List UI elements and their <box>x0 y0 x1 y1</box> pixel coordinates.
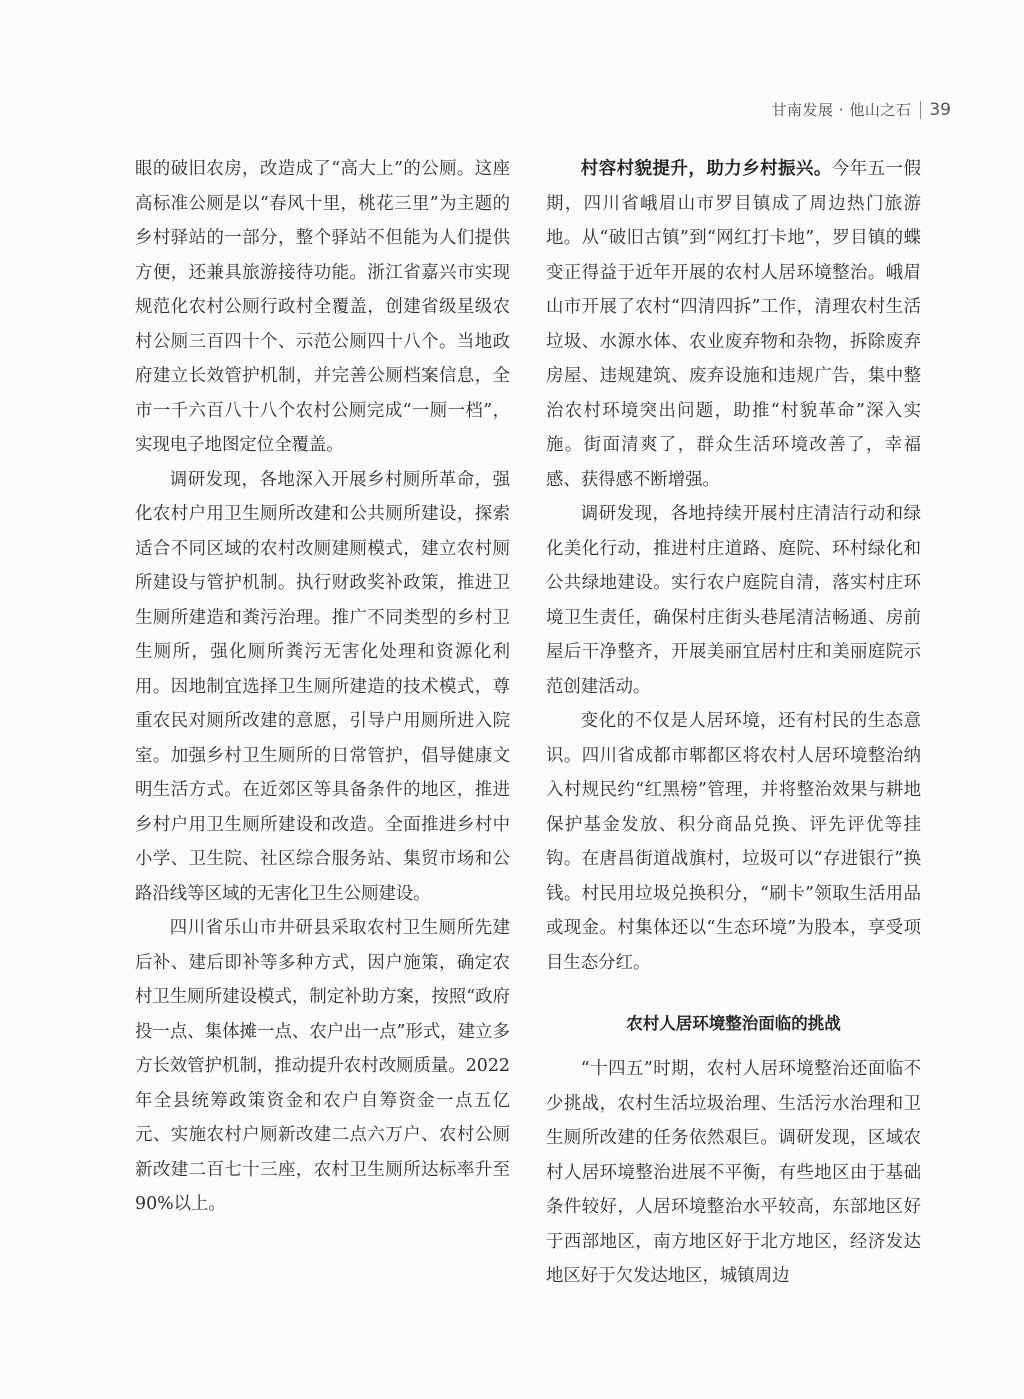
section-title: 甘南发展 · 他山之石 <box>771 101 912 119</box>
running-header <box>772 99 951 120</box>
header-divider <box>920 101 921 119</box>
paragraph: 调研发现，各地深入开展乡村厕所革命，强化农村户用卫生厕所改建和公共厕所建设，探索适合不同区域的农村改厕建厕模式，建立农村厕所建设与管护机制。执行财政奖补政策，推进卫生厕所建造和粪污治理。推广不同类型的乡村卫生厕所，强化厕所粪污无害化处理和资源化利用。因地制宜选择卫生厕所建造的技术模式，尊重农民对厕所改建的意愿，引导户用厕所进入院室。加强乡村卫生厕所的日常管护，倡导健康文明生活方式。在近郊区等具备条件的地区，推进乡村户用卫生厕所建设和改造。全面推进乡村中小学、卫生院、社区综合服务站、集贸市场和公路沿线等区域的无害化卫生公厕建设。 <box>135 469 510 904</box>
paragraph <box>546 152 921 497</box>
paragraph: 四川省乐山市井研县采取农村卫生厕所先建后补、建后即补等多种方式，因户施策，确定农村卫生厕所建设模式，制定补助方案，按照“政府投一点、集体摊一点、农户出一点”形式，建立多方长效管护机制，推动提升农村改厕质量。2022年全县统筹政策资金和农户自筹资金一点五亿元、实施农村户厕新改建二点六万户、农村公厕新改建二百七十三座，农村卫生厕所达标率升至90%以上。 <box>135 918 510 1214</box>
paragraph-body: 今年五一假期，四川省峨眉山市罗目镇成了周边热门旅游地。从“破旧古镇”到“网红打卡地”，罗目镇的蝶变正得益于近年开展的农村人居环境整治。峨眉山市开展了农村“四清四拆”工作，清理农村生活垃圾、水源水体、农业废弃物和杂物，拆除废弃房屋、违规建筑、废弃设施和违规广告，集中整治农村环境突出问题，助推“村貌革命”深入实施。街面清爽了，群众生活环境改善了，幸福感、获得感不断增强。 <box>546 159 921 490</box>
paragraph: 变化的不仅是人居环境，还有村民的生态意识。四川省成都市郫都区将农村人居环境整治纳入村规民约“红黑榜”管理，并将整治效果与耕地保护基金发放、积分商品兑换、评先评优等挂钩。在唐昌街道战旗村，垃圾可以“存进银行”换钱。村民用垃圾兑换积分，“刷卡”领取生活用品或现金。村集体还以“生态环境”为股本，享受项目生态分红。 <box>546 711 921 973</box>
paragraph: 眼的破旧农房，改造成了“高大上”的公厕。这座高标准公厕是以“春风十里，桃花三里”为主题的乡村驿站的一部分，整个驿站不但能为人们提供方便，还兼具旅游接待功能。浙江省嘉兴市实现规范化农村公厕行政村全覆盖，创建省级星级农村公厕三百四十个、示范公厕四十八个。当地政府建立长效管护机制，并完善公厕档案信息，全市一千六百八十八个农村公厕完成“一厕一档”，实现电子地图定位全覆盖。 <box>135 159 510 455</box>
section-heading: 农村人居环境整治面临的挑战 <box>626 1014 841 1033</box>
left-column <box>135 152 510 1222</box>
lead-in-bold: 村容村貌提升，助力乡村振兴。 <box>580 159 832 179</box>
page-number: 39 <box>929 99 951 120</box>
right-column <box>546 152 921 1294</box>
paragraph: “十四五”时期，农村人居环境整治还面临不少挑战，农村生活垃圾治理、生活污水治理和卫生厕所改建的任务依然艰巨。调研发现，区域农村人居环境整治进展不平衡，有些地区由于基础条件较好，人居环境整治水平较高，东部地区好于西部地区，南方地区好于北方地区，经济发达地区好于欠发达地区，城镇周边 <box>546 1059 921 1286</box>
paragraph: 调研发现，各地持续开展村庄清洁行动和绿化美化行动，推进村庄道路、庭院、环村绿化和公共绿地建设。实行农户庭院自清，落实村庄环境卫生责任，确保村庄街头巷尾清洁畅通、房前屋后干净整齐，开展美丽宜居村庄和美丽庭院示范创建活动。 <box>546 504 921 697</box>
